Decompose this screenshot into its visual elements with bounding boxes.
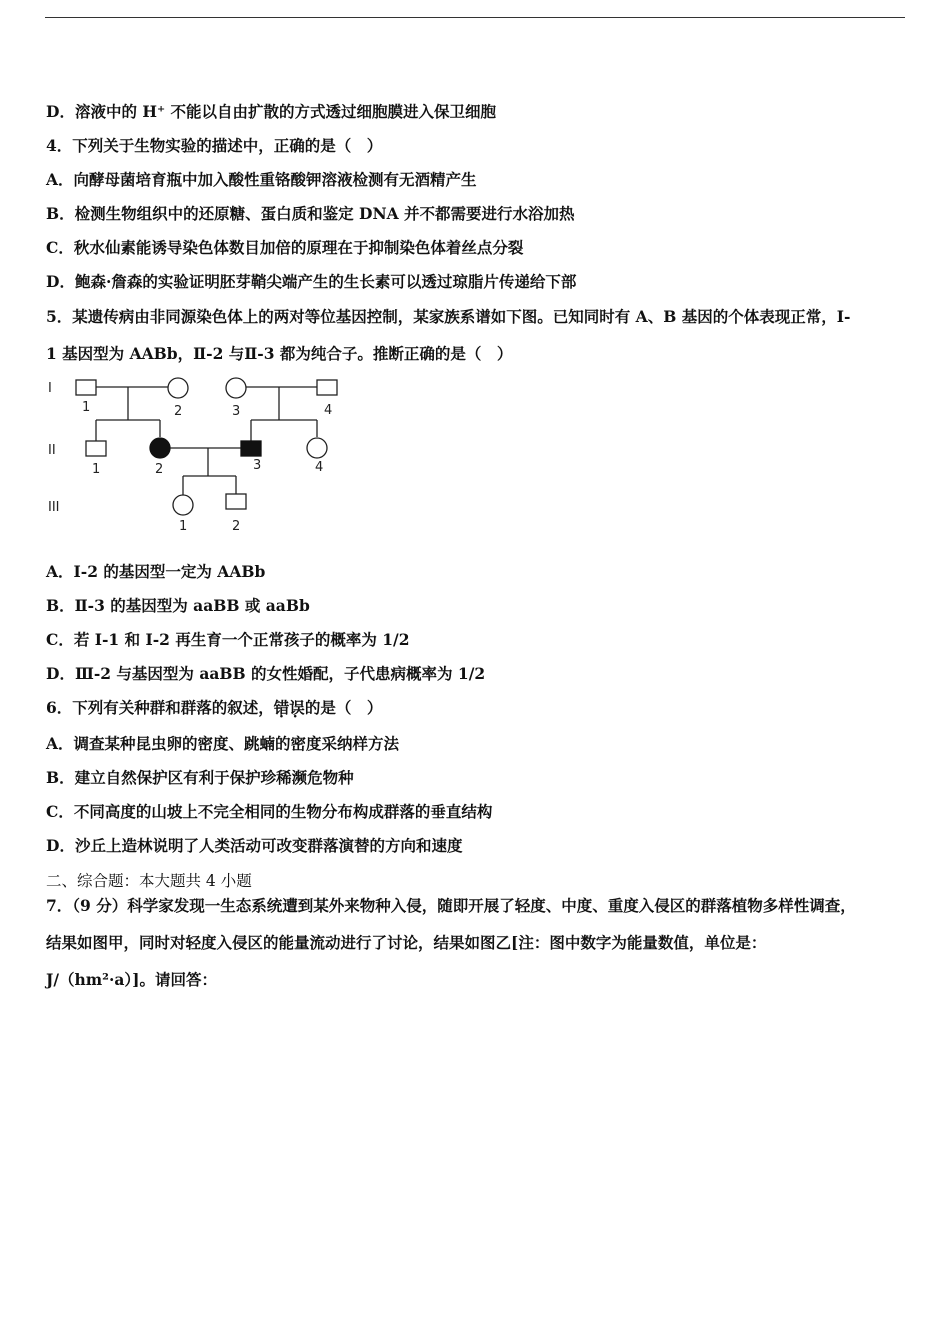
i2-female <box>168 378 188 398</box>
q3-option-d: D．溶液中的 H⁺ 不能以自由扩散的方式透过细胞膜进入保卫细胞 <box>46 102 497 121</box>
ii3-affected-male <box>241 441 261 456</box>
iii2-male <box>226 494 246 509</box>
q4-option-c: C．秋水仙素能诱导染色体数目加倍的原理在于抑制染色体着丝点分裂 <box>46 238 524 257</box>
q5-stem-line1: 5．某遗传病由非同源染色体上的两对等位基因控制，某家族系谱如下图。已知同时有 A、B 基因的个体表现正常，I- <box>46 307 851 326</box>
i1-male <box>76 380 96 395</box>
gen-label-i: I <box>48 381 52 396</box>
q5-option-b: B．Ⅱ-3 的基因型为 aaBB 或 aaBb <box>46 596 310 615</box>
q4-option-b: B．检测生物组织中的还原糖、蛋白质和鉴定 DNA 并不都需要进行水浴加热 <box>46 204 575 223</box>
q5-option-c: C．若 I-1 和 I-2 再生育一个正常孩子的概率为 1/2 <box>46 630 410 649</box>
gen-label-ii: II <box>48 443 56 458</box>
i3-female <box>226 378 246 398</box>
ii1-male <box>86 441 106 456</box>
pedigree-chart <box>40 375 360 540</box>
i4-male <box>317 380 337 395</box>
q6-option-a: A．调查某种昆虫卵的密度、跳蝻的密度采纳样方法 <box>46 734 400 753</box>
i1-number: 1 <box>82 400 91 415</box>
ii3-number: 3 <box>253 458 262 473</box>
header-rule <box>45 17 905 18</box>
q6-stem-pre: 6．下列有关种群和群落的叙述， <box>46 698 274 717</box>
i3-number: 3 <box>232 404 241 419</box>
section-heading: 二、综合题：本大题共 4 小题 <box>46 872 252 890</box>
q6-option-c: C．不同高度的山坡上不完全相同的生物分布构成群落的垂直结构 <box>46 802 493 821</box>
q6-stem-emphasis: 错误 · · <box>274 698 305 717</box>
ii4-female <box>307 438 327 458</box>
ii2-number: 2 <box>155 462 164 477</box>
q7-stem-line1: 7．（9 分）科学家发现一生态系统遭到某外来物种入侵，随即开展了轻度、中度、重度入侵区的群落植物多样性调查， <box>46 896 856 915</box>
q6-stem-post: 的是（ ） <box>304 698 383 717</box>
q6-option-d: D．沙丘上造林说明了人类活动可改变群落演替的方向和速度 <box>46 836 463 855</box>
q4-option-a: A．向酵母菌培育瓶中加入酸性重铬酸钾溶液检测有无酒精产生 <box>46 170 477 189</box>
q5-option-d: D．Ⅲ-2 与基因型为 aaBB 的女性婚配，子代患病概率为 1/2 <box>46 664 486 683</box>
iii2-number: 2 <box>232 519 241 534</box>
ii2-affected-female <box>150 438 170 458</box>
q4-option-d: D．鲍森·詹森的实验证明胚芽鞘尖端产生的生长素可以透过琼脂片传递给下部 <box>46 272 577 291</box>
i2-number: 2 <box>174 404 183 419</box>
ii1-number: 1 <box>92 462 101 477</box>
q5-stem-line2: 1 基因型为 AABb，Ⅱ-2 与Ⅱ-3 都为纯合子。推断正确的是（ ） <box>46 344 513 363</box>
q5-option-a: A．I-2 的基因型一定为 AABb <box>46 562 266 581</box>
iii1-number: 1 <box>179 519 188 534</box>
q7-stem-line3: J/（hm²·a）]。请回答： <box>46 970 217 989</box>
q7-stem-line2: 结果如图甲，同时对轻度入侵区的能量流动进行了讨论，结果如图乙[注：图中数字为能量数值，单位是： <box>46 933 767 952</box>
i4-number: 4 <box>324 403 333 418</box>
q6-option-b: B．建立自然保护区有利于保护珍稀濒危物种 <box>46 768 354 787</box>
q4-stem: 4．下列关于生物实验的描述中，正确的是（ ） <box>46 136 383 155</box>
ii4-number: 4 <box>315 460 324 475</box>
q6-stem <box>46 698 382 718</box>
iii1-female <box>173 495 193 515</box>
gen-label-iii: III <box>48 500 60 515</box>
